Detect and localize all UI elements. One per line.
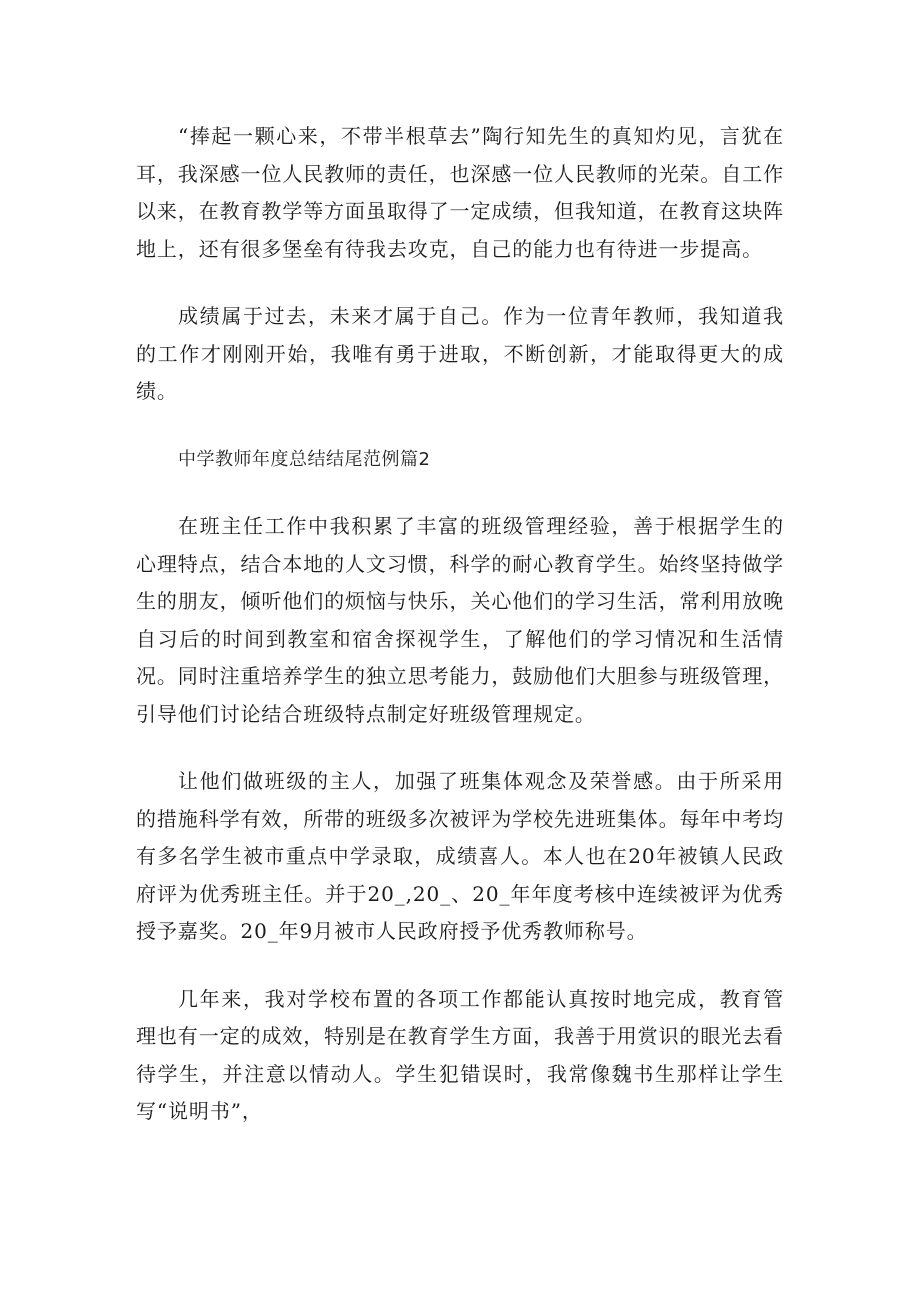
paragraph-5: 几年来，我对学校布置的各项工作都能认真按时地完成，教育管理也有一定的成效，特别是在教育学生方面，我善于用赏识的眼光去看待学生，并注意以情动人。学生犯错误时，我常像魏书生那样让学生写“说明书”，	[136, 986, 784, 1123]
paragraph-gap	[136, 951, 784, 981]
paragraph-3: 在班主任工作中我积累了丰富的班级管理经验，善于根据学生的心理特点，结合本地的人文习惯，科学的耐心教育学生。始终坚持做学生的朋友，倾听他们的烦恼与快乐，关心他们的学习生活，常利用放晚自习后的时间到教室和宿舍探视学生，了解他们的学习情况和生活情况。同时注重培养学生的独立思考能力，鼓励他们大胆参与班级管理，引导他们讨论结合班级特点制定好班级管理规定。	[136, 514, 784, 726]
paragraph-gap	[136, 733, 784, 763]
paragraph-2: 成绩属于过去，未来才属于自己。作为一位青年教师，我知道我的工作才刚刚开始，我唯有勇于进取，不断创新，才能取得更大的成绩。	[136, 304, 784, 403]
paragraph-1: “捧起一颗心来，不带半根草去”陶行知先生的真知灼见，言犹在耳，我深感一位人民教师的责任，也深感一位人民教师的光荣。自工作以来，在教育教学等方面虽取得了一定成绩，但我知道，在教育这块阵地上，还有很多堡垒有待我去攻克，自己的能力也有待进一步提高。	[136, 124, 784, 261]
paragraph-gap	[136, 478, 784, 508]
section-heading: 中学教师年度总结结尾范例篇2	[178, 448, 431, 470]
paragraph-4: 让他们做班级的主人，加强了班集体观念及荣誉感。由于所采用的措施科学有效，所带的班级多次被评为学校先进班集体。每年中考均有多名学生被市重点中学录取，成绩喜人。本人也在20年被镇人民政府评为优秀班主任。并于20_,20_、20_年年度考核中连续被评为优秀授予嘉奖。20_年9月被市人民政府授予优秀教师称号。	[136, 769, 784, 943]
paragraph-gap	[136, 411, 784, 441]
paragraph-gap	[136, 268, 784, 298]
document-page	[136, 118, 784, 1131]
